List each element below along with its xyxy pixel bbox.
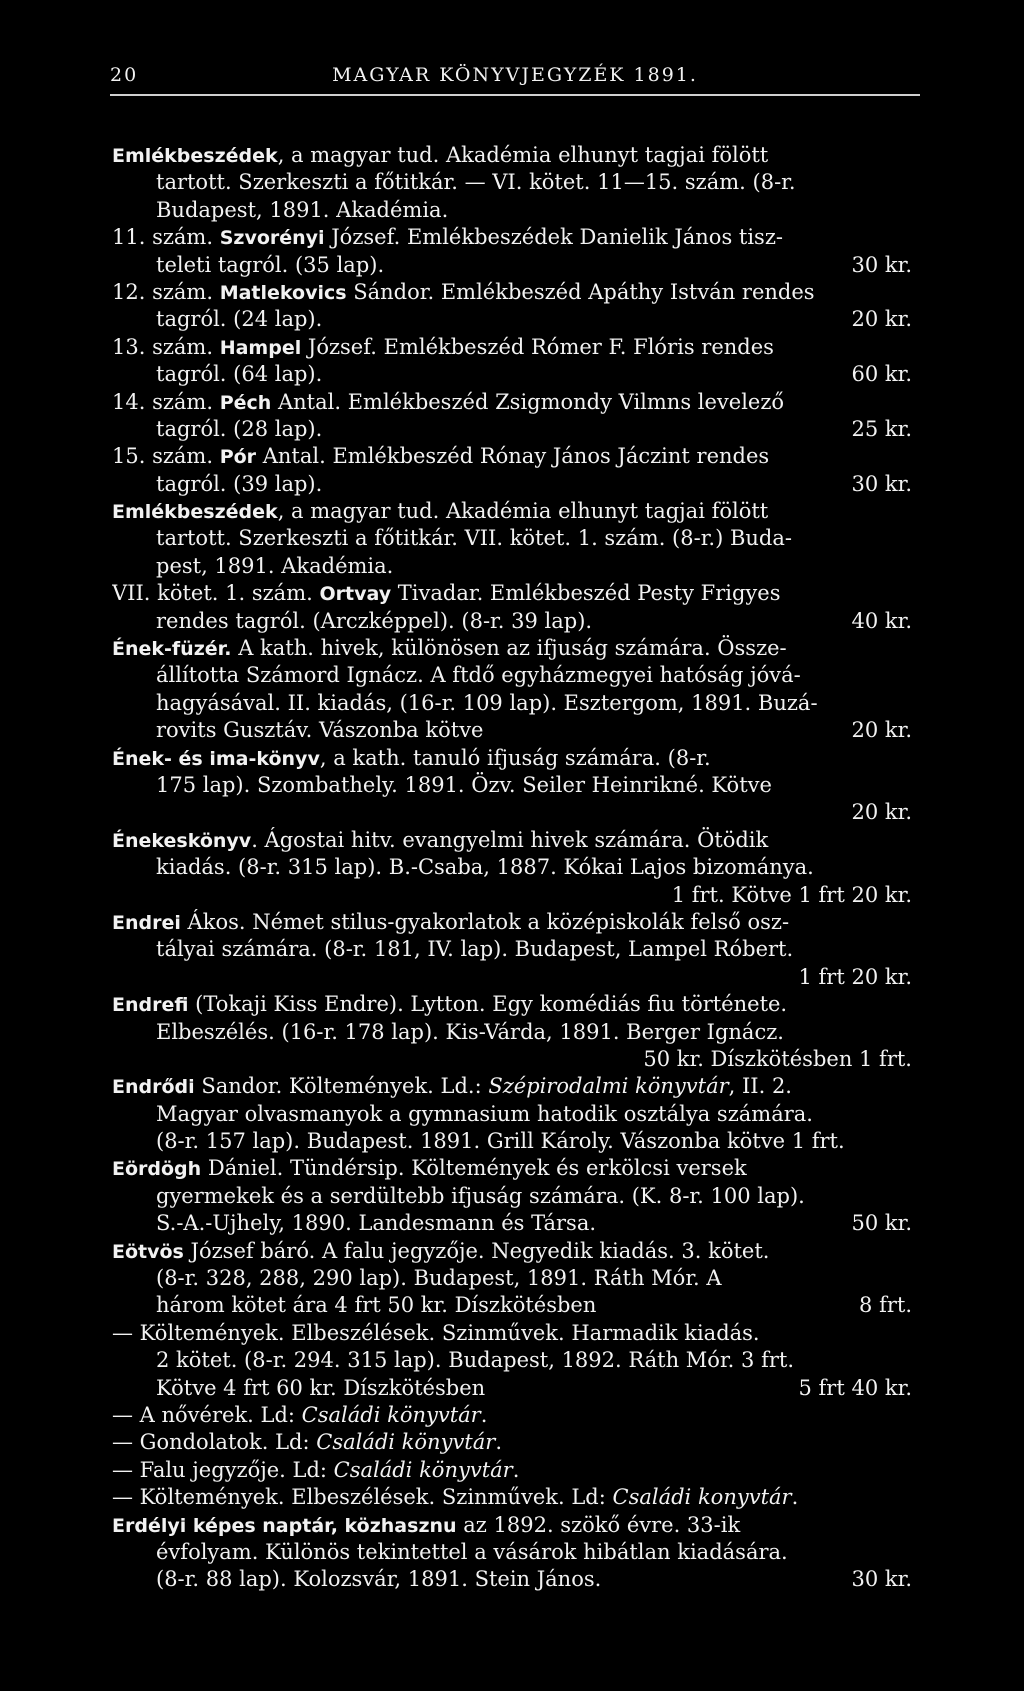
line-text: tagról. (39 lap).	[156, 471, 323, 496]
text-line	[112, 1073, 912, 1100]
text-line	[112, 690, 912, 717]
line-text: Endrefi (Tokaji Kiss Endre). Lytton. Egy komédiás fiu története.	[112, 992, 788, 1017]
price: 40 kr.	[851, 608, 912, 633]
text-line	[112, 252, 912, 279]
text-line	[112, 1155, 912, 1182]
text-line	[112, 169, 912, 196]
line-text: Emlékbeszédek, a magyar tud. Akadémia elhunyt tagjai fölött	[112, 499, 769, 524]
text-line	[112, 1429, 912, 1456]
price: 30 kr.	[851, 471, 912, 496]
line-text: Kötve 4 frt 60 kr. Díszkötésben	[156, 1375, 486, 1400]
line-text: rendes tagról. (Arczképpel). (8-r. 39 lap).	[156, 608, 593, 633]
text-line	[112, 580, 912, 607]
price: 30 kr.	[851, 252, 912, 277]
text-line	[112, 1128, 912, 1155]
price: 25 kr.	[851, 416, 912, 441]
line-text: — A nővérek. Ld: Családi könyvtár.	[112, 1402, 488, 1427]
line-text: Emlékbeszédek, a magyar tud. Akadémia elhunyt tagjai fölött	[112, 143, 769, 167]
line-text: — Költemények. Elbeszélések. Szinművek. Ld: Családi konyvtár.	[112, 1485, 799, 1510]
text-line	[112, 334, 912, 361]
text-line	[112, 279, 912, 306]
text-line	[112, 717, 912, 744]
line-text: Ének-füzér. A kath. hivek, különösen az ifjuság számára. Össze-	[112, 636, 787, 661]
price: 5 frt 40 kr.	[798, 1375, 912, 1400]
line-text: 175 lap). Szombathely. 1891. Özv. Seiler Heinrikné. Kötve	[156, 772, 772, 797]
line-text: 15. szám. Pór Antal. Emlékbeszéd Rónay János Jáczint rendes	[112, 444, 770, 469]
text-line	[112, 1183, 912, 1210]
text-line	[112, 306, 912, 333]
price: 20 kr.	[851, 800, 912, 825]
text-line	[112, 1566, 912, 1593]
line-text: állította Számord Ignácz. A ftdő egyházmegyei hatóság jóvá-	[156, 663, 801, 688]
running-header	[110, 64, 920, 94]
text-line	[112, 1457, 912, 1484]
line-text: S.-A.-Ujhely, 1890. Landesmann és Társa.	[156, 1211, 597, 1236]
line-text: tartott. Szerkeszti a főtitkár. VII. kötet. 1. szám. (8-r.) Buda-	[156, 526, 792, 551]
price: 8 frt.	[859, 1293, 912, 1318]
price: 50 kr.	[851, 1211, 912, 1236]
line-text: Eördögh Dániel. Tündérsip. Költemények és erkölcsi versek	[112, 1156, 747, 1181]
text-line	[112, 443, 912, 470]
text-line	[112, 224, 912, 251]
text-line	[112, 471, 912, 498]
line-text: kiadás. (8-r. 315 lap). B.-Csaba, 1887. Kókai Lajos bizománya.	[156, 855, 814, 880]
text-line	[112, 608, 912, 635]
price: 60 kr.	[851, 362, 912, 387]
line-text: három kötet ára 4 frt 50 kr. Díszkötésben	[156, 1293, 597, 1318]
text-line	[112, 197, 912, 224]
text-line	[112, 635, 912, 662]
text-line	[112, 745, 912, 772]
line-text: Énekeskönyv. Ágostai hitv. evangyelmi hivek számára. Ötödik	[112, 827, 769, 852]
line-text: teleti tagról. (35 lap).	[156, 252, 385, 277]
text-line	[112, 1512, 912, 1539]
line-text: gyermekek és a serdültebb ifjuság számára. (K. 8-r. 100 lap).	[156, 1183, 805, 1208]
text-line	[112, 389, 912, 416]
line-text: — Gondolatok. Ld: Családi könyvtár.	[112, 1430, 502, 1455]
text-line	[112, 991, 912, 1018]
price: 30 kr.	[851, 1567, 912, 1592]
text-line	[112, 964, 912, 991]
text-line	[112, 799, 912, 826]
line-text: Budapest, 1891. Akadémia.	[156, 197, 449, 222]
line-text: Eötvös József báró. A falu jegyzője. Negyedik kiadás. 3. kötet.	[112, 1238, 770, 1263]
line-text: pest, 1891. Akadémia.	[156, 553, 394, 578]
text-line	[112, 1265, 912, 1292]
line-text: Magyar olvasmanyok a gymnasium hatodik osztálya számára.	[156, 1101, 813, 1126]
text-line	[112, 827, 912, 854]
line-text: Elbeszélés. (16-r. 178 lap). Kis-Várda, 1891. Berger Ignácz.	[156, 1019, 784, 1044]
text-line	[112, 525, 912, 552]
price: 20 kr.	[851, 718, 912, 743]
line-text: — Költemények. Elbeszélések. Szinművek. Harmadik kiadás.	[112, 1320, 760, 1345]
text-line	[112, 936, 912, 963]
line-text: rovits Gusztáv. Vászonba kötve	[156, 718, 484, 743]
line-text: (8-r. 328, 288, 290 lap). Budapest, 1891. Ráth Mór. A	[156, 1266, 722, 1291]
text-line	[112, 854, 912, 881]
page-number: 20	[110, 64, 139, 86]
text-line	[112, 772, 912, 799]
line-text: tagról. (24 lap).	[156, 307, 323, 332]
line-text: hagyásával. II. kiadás, (16-r. 109 lap). Esztergom, 1891. Buzá-	[156, 690, 818, 715]
price: 20 kr.	[851, 307, 912, 332]
header-rule	[110, 94, 920, 96]
text-line	[112, 882, 912, 909]
line-text: 2 kötet. (8-r. 294. 315 lap). Budapest, 1892. Ráth Mór. 3 frt.	[156, 1348, 794, 1373]
text-line	[112, 1292, 912, 1319]
line-text: Ének- és ima-könyv, a kath. tanuló ifjuság számára. (8-r.	[112, 745, 711, 770]
text-line	[112, 1046, 912, 1073]
line-text: 14. szám. Péch Antal. Emlékbeszéd Zsigmondy Vilmns levelező	[112, 389, 785, 414]
text-line	[112, 1347, 912, 1374]
line-text: tályai számára. (8-r. 181, IV. lap). Budapest, Lampel Róbert.	[156, 937, 794, 962]
text-line	[112, 416, 912, 443]
line-text: 12. szám. Matlekovics Sándor. Emlékbeszéd Apáthy István rendes	[112, 279, 815, 304]
line-text: Endrődi Sandor. Költemények. Ld.: Szépirodalmi könyvtár, II. 2.	[112, 1074, 792, 1099]
line-text: tagról. (64 lap).	[156, 362, 323, 387]
line-text: (8-r. 157 lap). Budapest. 1891. Grill Károly. Vászonba kötve 1 frt.	[156, 1129, 845, 1154]
line-text: 11. szám. Szvorényi József. Emlékbeszédek Danielik János tisz-	[112, 225, 783, 250]
text-line	[112, 142, 912, 169]
text-line	[112, 909, 912, 936]
line-text: tartott. Szerkeszti a főtitkár. — VI. kötet. 11—15. szám. (8-r.	[156, 170, 796, 195]
line-text: (8-r. 88 lap). Kolozsvár, 1891. Stein János.	[156, 1567, 602, 1592]
text-line	[112, 553, 912, 580]
line-text: — Falu jegyzője. Ld: Családi könyvtár.	[112, 1457, 520, 1482]
line-text: évfolyam. Különös tekintettel a vásárok hibátlan kiadására.	[156, 1539, 788, 1564]
text-line	[112, 1101, 912, 1128]
text-line	[112, 1402, 912, 1429]
catalog-entries	[112, 142, 912, 1594]
text-line	[112, 1375, 912, 1402]
text-line	[112, 498, 912, 525]
text-line	[112, 662, 912, 689]
price: 1 frt 20 kr.	[798, 964, 912, 989]
text-line	[112, 1484, 912, 1511]
line-text: tagról. (28 lap).	[156, 416, 323, 441]
line-text: Erdélyi képes naptár, közhasznu az 1892. szökő évre. 33-ik	[112, 1512, 741, 1537]
price: 1 frt. Kötve 1 frt 20 kr.	[671, 882, 912, 907]
line-text: VII. kötet. 1. szám. Ortvay Tivadar. Emlékbeszéd Pesty Frigyes	[112, 581, 781, 606]
text-line	[112, 1238, 912, 1265]
text-line	[112, 1019, 912, 1046]
running-title: MAGYAR KÖNYVJEGYZÉK 1891.	[332, 64, 698, 86]
line-text: 13. szám. Hampel József. Emlékbeszéd Rómer F. Flóris rendes	[112, 334, 774, 359]
text-line	[112, 1539, 912, 1566]
price: 50 kr. Díszkötésben 1 frt.	[643, 1046, 912, 1071]
text-line	[112, 361, 912, 388]
text-line	[112, 1320, 912, 1347]
line-text: Endrei Ákos. Német stilus-gyakorlatok a középiskolák felső osz-	[112, 909, 790, 934]
text-line	[112, 1210, 912, 1237]
